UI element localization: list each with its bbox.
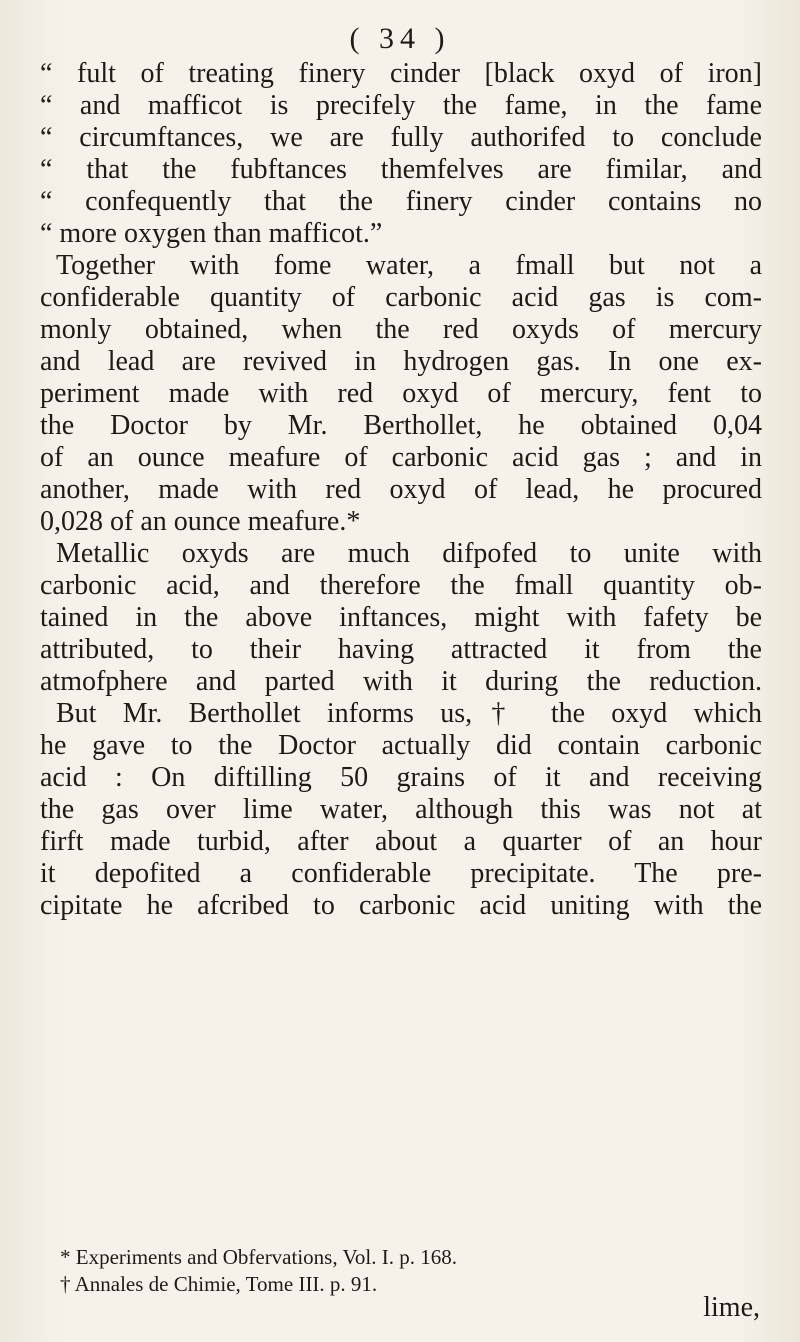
text-line: monly obtained, when the red oxyds of mercury (40, 314, 762, 345)
page-number: ( 34 ) (349, 22, 451, 55)
text-line: carbonic acid, and therefore the fmall quantity ob- (40, 570, 762, 601)
text-line: “ confequently that the finery cinder contains no (40, 186, 762, 217)
text-line: it depofited a confiderable precipitate. The pre- (40, 858, 762, 889)
text-line: the gas over lime water, although this was not at (40, 794, 762, 825)
footnote: † Annales de Chimie, Tome III. p. 91. (60, 1272, 378, 1296)
text-line: “ fult of treating finery cinder [black oxyd of iron] (40, 58, 762, 89)
text-line: 0,028 of an ounce meafure.* (40, 506, 361, 537)
text-line: Metallic oxyds are much difpofed to unite with (56, 538, 762, 569)
catchword: lime, (703, 1292, 760, 1323)
text-line: cipitate he afcribed to carbonic acid uniting with the (40, 890, 762, 921)
text-line: confiderable quantity of carbonic acid gas is com- (40, 282, 762, 313)
text-line: of an ounce meafure of carbonic acid gas ; and in (40, 442, 762, 473)
text-line: But Mr. Berthollet informs us,† the oxyd which (56, 698, 762, 729)
text-line: he gave to the Doctor actually did contain carbonic (40, 730, 762, 761)
text-line: “ more oxygen than mafficot.” (40, 218, 383, 249)
text-line: Together with fome water, a fmall but not a (56, 250, 762, 281)
text-line: the Doctor by Mr. Berthollet, he obtained 0,04 (40, 410, 762, 441)
text-line: “ circumftances, we are fully authorifed to conclude (40, 122, 762, 153)
footnote: * Experiments and Obfervations, Vol. I. p. 168. (60, 1245, 458, 1269)
text-line: “ that the fubftances themfelves are fimilar, and (40, 154, 762, 185)
text-line: and lead are revived in hydrogen gas. In one ex- (40, 346, 762, 377)
text-line: attributed, to their having attracted it from the (40, 634, 762, 665)
body-text (40, 58, 762, 922)
text-line: “ and mafficot is precifely the fame, in the fame (40, 90, 762, 121)
text-line: another, made with red oxyd of lead, he procured (40, 474, 762, 505)
text-line: tained in the above inftances, might with fafety be (40, 602, 762, 633)
text-line: periment made with red oxyd of mercury, fent to (40, 378, 762, 409)
text-line: firft made turbid, after about a quarter of an hour (40, 826, 762, 857)
footnotes (40, 1244, 762, 1298)
text-line: atmofphere and parted with it during the reduction. (40, 666, 762, 697)
text-line: acid : On diftilling 50 grains of it and receiving (40, 762, 762, 793)
